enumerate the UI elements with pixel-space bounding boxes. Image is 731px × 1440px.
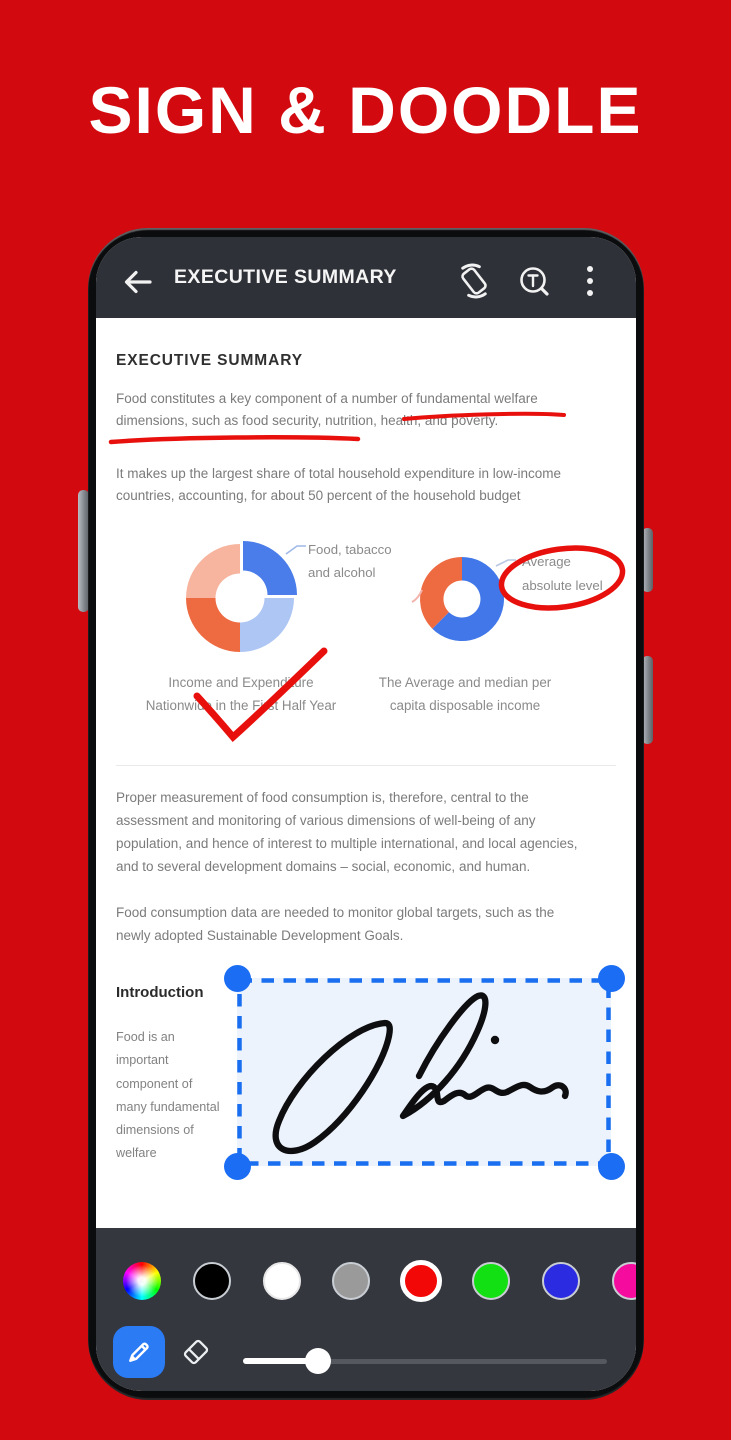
back-icon[interactable]: [121, 267, 155, 297]
swatch-red-selected[interactable]: [400, 1260, 442, 1302]
swatch-gray[interactable]: [332, 1262, 370, 1300]
swatch-pink[interactable]: [612, 1262, 636, 1300]
signature-drawing[interactable]: [237, 978, 611, 1166]
pdf-document-page[interactable]: [96, 318, 636, 1228]
intro-heading: Introduction: [116, 984, 204, 1001]
swatch-white[interactable]: [263, 1262, 301, 1300]
banner-title: SIGN & DOODLE: [88, 73, 643, 147]
pen-tool-button[interactable]: [113, 1326, 165, 1378]
swatch-blue[interactable]: [542, 1262, 580, 1300]
doodle-underline-2: [111, 437, 358, 442]
eraser-tool-button[interactable]: [174, 1330, 218, 1374]
selection-handle-top-right[interactable]: [598, 965, 625, 992]
document-heading: EXECUTIVE SUMMARY: [116, 352, 303, 369]
stroke-width-slider[interactable]: [243, 1348, 607, 1374]
app-header: [96, 237, 636, 318]
chart1-caption: Income and Expenditure Nationwide in the First Half Year: [145, 675, 337, 713]
paragraph-3: Proper measurement of food consumption is, therefore, central to the assessment and monitoring of various dimensions of well-being of any population, and hence of interest to multiple international, and local agencies, and to several development domains – social, economic, and human.: [116, 790, 578, 874]
selection-handle-top-left[interactable]: [224, 965, 251, 992]
chart2-callout-label: Average absolute level: [522, 554, 603, 593]
drawing-toolbar: [96, 1228, 636, 1391]
section-divider: [116, 765, 616, 766]
paragraph-2: It makes up the largest share of total household expenditure in low-income countries, accounting, for about 50 percent of the household budget: [116, 466, 562, 504]
paragraph-4: Food consumption data are needed to monitor global targets, such as the newly adopted Sustainable Development Goals.: [116, 905, 555, 943]
color-picker-wheel[interactable]: [123, 1262, 161, 1300]
selection-handle-bottom-right[interactable]: [598, 1153, 625, 1180]
swatch-green[interactable]: [472, 1262, 510, 1300]
phone-screen: [96, 237, 636, 1391]
selection-handle-bottom-left[interactable]: [224, 1153, 251, 1180]
pencil-icon: [124, 1337, 154, 1367]
swatch-black[interactable]: [193, 1262, 231, 1300]
intro-side-text: Food is an important component of many fundamental dimensions of welfare: [116, 1030, 220, 1161]
header-title: EXECUTIVE SUMMARY: [174, 266, 397, 288]
slider-thumb[interactable]: [305, 1348, 331, 1374]
chart1-callout-label: Food, tabacco and alcohol: [308, 542, 392, 580]
paragraph-1: Food constitutes a key component of a number of fundamental welfare dimensions, such as food security, nutrition, health, and poverty.: [116, 391, 538, 429]
rotate-page-icon[interactable]: [454, 261, 494, 301]
overflow-menu-icon[interactable]: [584, 261, 596, 301]
phone-mockup: [88, 228, 644, 1400]
text-search-icon[interactable]: [515, 262, 553, 300]
chart2-caption: The Average and median per capita disposable income: [378, 675, 552, 713]
